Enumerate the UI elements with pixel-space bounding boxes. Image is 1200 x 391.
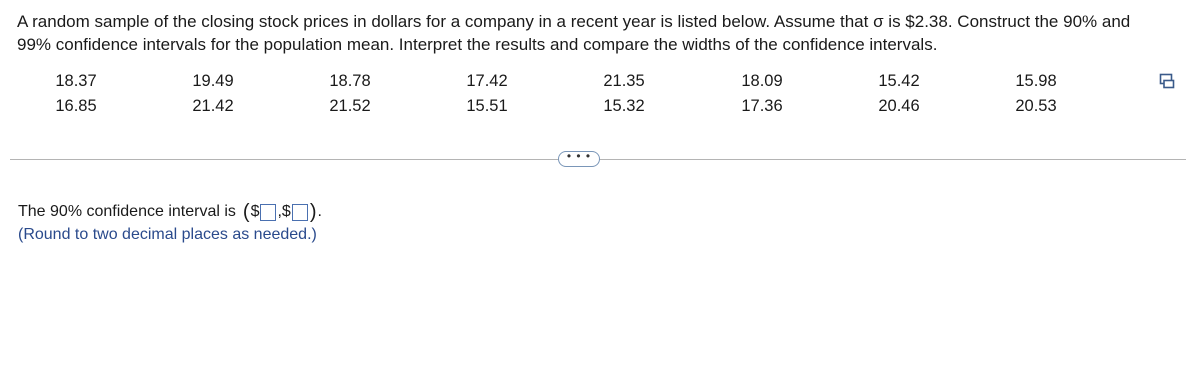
question-text: A random sample of the closing stock prices in dollars for a company in a recent year is listed below. Assume that σ is $2.38. Construct the 90% and 99% confidence intervals for the population mean. Interpret the results and compare the widths of the confidence intervals. (17, 12, 1131, 54)
open-paren: ( (242, 201, 250, 223)
answer-line (18, 201, 322, 223)
answer-prefix: The 90% confidence interval is (18, 203, 236, 220)
data-cell: 21.52 (329, 97, 371, 115)
data-cell: 18.09 (741, 72, 783, 90)
data-cell: 20.53 (1015, 97, 1057, 115)
data-cell: 20.46 (878, 97, 920, 115)
upper-bound-input[interactable] (292, 204, 308, 221)
expand-more-button[interactable]: • • • (558, 151, 600, 167)
data-cell: 15.42 (878, 72, 920, 90)
data-row-1 (0, 72, 1200, 94)
lower-bound-input[interactable] (260, 204, 276, 221)
data-row-2 (0, 97, 1200, 119)
dollar-sign: $ (250, 203, 260, 220)
data-cell: 15.98 (1015, 72, 1057, 90)
data-cell: 18.37 (55, 72, 97, 90)
comma-dollar: ,$ (277, 203, 291, 220)
data-cell: 15.32 (603, 97, 645, 115)
data-cell: 17.36 (741, 97, 783, 115)
data-cell: 17.42 (466, 72, 508, 90)
data-cell: 18.78 (329, 72, 371, 90)
data-cell: 21.35 (603, 72, 645, 90)
data-cell: 19.49 (192, 72, 234, 90)
data-cell: 21.42 (192, 97, 234, 115)
close-paren: ) (309, 201, 317, 223)
period: . (317, 203, 322, 220)
copy-data-icon[interactable] (1159, 73, 1175, 89)
data-cell: 16.85 (55, 97, 97, 115)
data-cell: 15.51 (466, 97, 508, 115)
rounding-hint: (Round to two decimal places as needed.) (18, 226, 317, 243)
